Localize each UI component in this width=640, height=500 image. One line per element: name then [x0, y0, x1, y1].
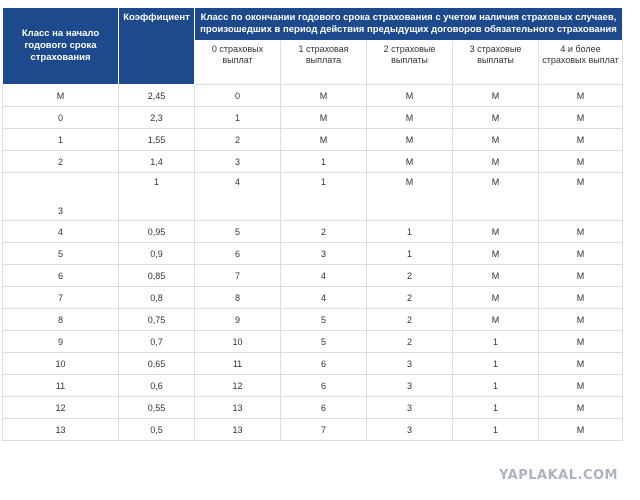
cell-2-claims: 2	[367, 331, 453, 353]
cell-class: 7	[3, 287, 119, 309]
cell-1-claim: 6	[281, 375, 367, 397]
cell-class: 9	[3, 331, 119, 353]
cell-3-claims: М	[453, 309, 539, 331]
cell-0-claims: 0	[195, 85, 281, 107]
cell-class: 4	[3, 221, 119, 243]
cell-4plus-claims: М	[539, 419, 623, 441]
cell-3-claims: 1	[453, 331, 539, 353]
table-row	[3, 265, 623, 287]
cell-4plus-claims: М	[539, 287, 623, 309]
table-row	[3, 419, 623, 441]
cell-coefficient: 0,7	[119, 331, 195, 353]
cell-4plus-claims: М	[539, 129, 623, 151]
cell-2-claims: 3	[367, 419, 453, 441]
table-row	[3, 107, 623, 129]
cell-class: 10	[3, 353, 119, 375]
cell-0-claims: 12	[195, 375, 281, 397]
cell-4plus-claims: М	[539, 221, 623, 243]
header-class-start: Класс на начало годового срока страхования	[3, 8, 119, 85]
cell-4plus-claims: М	[539, 151, 623, 173]
cell-0-claims: 1	[195, 107, 281, 129]
cell-coefficient: 0,6	[119, 375, 195, 397]
cell-3-claims: М	[453, 173, 539, 221]
cell-coefficient: 1,55	[119, 129, 195, 151]
cell-2-claims: 2	[367, 287, 453, 309]
table-row	[3, 353, 623, 375]
cell-class: 5	[3, 243, 119, 265]
subheader-2-claims: 2 страховые выплаты	[367, 41, 453, 85]
cell-4plus-claims: М	[539, 309, 623, 331]
cell-0-claims: 7	[195, 265, 281, 287]
cell-0-claims: 6	[195, 243, 281, 265]
cell-3-claims: М	[453, 107, 539, 129]
cell-coefficient: 0,5	[119, 419, 195, 441]
cell-0-claims: 3	[195, 151, 281, 173]
table-row	[3, 331, 623, 353]
cell-1-claim: 5	[281, 309, 367, 331]
cell-1-claim: 3	[281, 243, 367, 265]
cell-class: 2	[3, 151, 119, 173]
cell-0-claims: 8	[195, 287, 281, 309]
table-row	[3, 129, 623, 151]
cell-3-claims: М	[453, 85, 539, 107]
cell-3-claims: 1	[453, 375, 539, 397]
cell-coefficient: 1,4	[119, 151, 195, 173]
cell-1-claim: 6	[281, 397, 367, 419]
cell-4plus-claims: М	[539, 243, 623, 265]
table-row	[3, 221, 623, 243]
cell-1-claim: 4	[281, 265, 367, 287]
table-row	[3, 287, 623, 309]
cell-2-claims: М	[367, 107, 453, 129]
table-row	[3, 173, 623, 221]
cell-4plus-claims: М	[539, 85, 623, 107]
cell-coefficient: 0,65	[119, 353, 195, 375]
cell-coefficient: 2,3	[119, 107, 195, 129]
cell-coefficient: 1	[119, 173, 195, 221]
cell-4plus-claims: М	[539, 397, 623, 419]
cell-coefficient: 0,85	[119, 265, 195, 287]
cell-coefficient: 0,55	[119, 397, 195, 419]
cell-3-claims: 1	[453, 397, 539, 419]
cell-class: 6	[3, 265, 119, 287]
cell-0-claims: 2	[195, 129, 281, 151]
table-row	[3, 375, 623, 397]
cell-2-claims: 3	[367, 397, 453, 419]
header-coefficient: Коэффициент	[119, 8, 195, 85]
cell-2-claims: М	[367, 85, 453, 107]
cell-4plus-claims: М	[539, 353, 623, 375]
cell-3-claims: М	[453, 265, 539, 287]
subheader-1-claim: 1 страховая выплата	[281, 41, 367, 85]
cell-0-claims: 11	[195, 353, 281, 375]
cell-3-claims: М	[453, 221, 539, 243]
cell-4plus-claims: М	[539, 173, 623, 221]
cell-1-claim: 4	[281, 287, 367, 309]
cell-1-claim: 7	[281, 419, 367, 441]
cell-3-claims: М	[453, 151, 539, 173]
table-row	[3, 151, 623, 173]
cell-coefficient: 0,8	[119, 287, 195, 309]
cell-1-claim: М	[281, 107, 367, 129]
cell-class: 12	[3, 397, 119, 419]
cell-3-claims: М	[453, 129, 539, 151]
cell-2-claims: 3	[367, 375, 453, 397]
cell-1-claim: 1	[281, 151, 367, 173]
cell-3-claims: М	[453, 287, 539, 309]
table-row	[3, 309, 623, 331]
cell-2-claims: 3	[367, 353, 453, 375]
cell-0-claims: 9	[195, 309, 281, 331]
cell-2-claims: М	[367, 173, 453, 221]
cell-3-claims: 1	[453, 353, 539, 375]
cell-3-claims: М	[453, 243, 539, 265]
cell-coefficient: 0,95	[119, 221, 195, 243]
cell-0-claims: 10	[195, 331, 281, 353]
cell-2-claims: М	[367, 129, 453, 151]
cell-coefficient: 0,75	[119, 309, 195, 331]
cell-1-claim: М	[281, 129, 367, 151]
cell-2-claims: М	[367, 151, 453, 173]
header-row	[3, 8, 623, 41]
cell-class: 13	[3, 419, 119, 441]
cell-2-claims: 1	[367, 243, 453, 265]
cell-4plus-claims: М	[539, 375, 623, 397]
table-row	[3, 397, 623, 419]
cell-0-claims: 4	[195, 173, 281, 221]
cell-0-claims: 5	[195, 221, 281, 243]
cell-3-claims: 1	[453, 419, 539, 441]
cell-class: 0	[3, 107, 119, 129]
cell-0-claims: 13	[195, 419, 281, 441]
header-class-end: Класс по окончании годового срока страхования с учетом наличия страховых случаев, произошедших в период действия предыдущих договоров обязательного страхования	[195, 8, 623, 41]
table-row	[3, 243, 623, 265]
cell-1-claim: 6	[281, 353, 367, 375]
cell-class: 1	[3, 129, 119, 151]
cell-coefficient: 0,9	[119, 243, 195, 265]
cell-1-claim: 2	[281, 221, 367, 243]
cell-2-claims: 2	[367, 265, 453, 287]
cell-1-claim: 1	[281, 173, 367, 221]
cell-2-claims: 2	[367, 309, 453, 331]
cell-0-claims: 13	[195, 397, 281, 419]
cell-4plus-claims: М	[539, 107, 623, 129]
table-row	[3, 85, 623, 107]
cell-coefficient: 2,45	[119, 85, 195, 107]
cell-1-claim: М	[281, 85, 367, 107]
cell-4plus-claims: М	[539, 331, 623, 353]
cell-class: 3	[3, 173, 119, 221]
bonus-malus-table	[2, 7, 623, 441]
cell-1-claim: 5	[281, 331, 367, 353]
subheader-4plus-claims: 4 и более страховых выплат	[539, 41, 623, 85]
cell-class: М	[3, 85, 119, 107]
subheader-0-claims: 0 страховых выплат	[195, 41, 281, 85]
cell-4plus-claims: М	[539, 265, 623, 287]
subheader-3-claims: 3 страховые выплаты	[453, 41, 539, 85]
site-watermark: YAPLAKAL.COM	[499, 468, 618, 483]
cell-class: 11	[3, 375, 119, 397]
cell-class: 8	[3, 309, 119, 331]
cell-2-claims: 1	[367, 221, 453, 243]
